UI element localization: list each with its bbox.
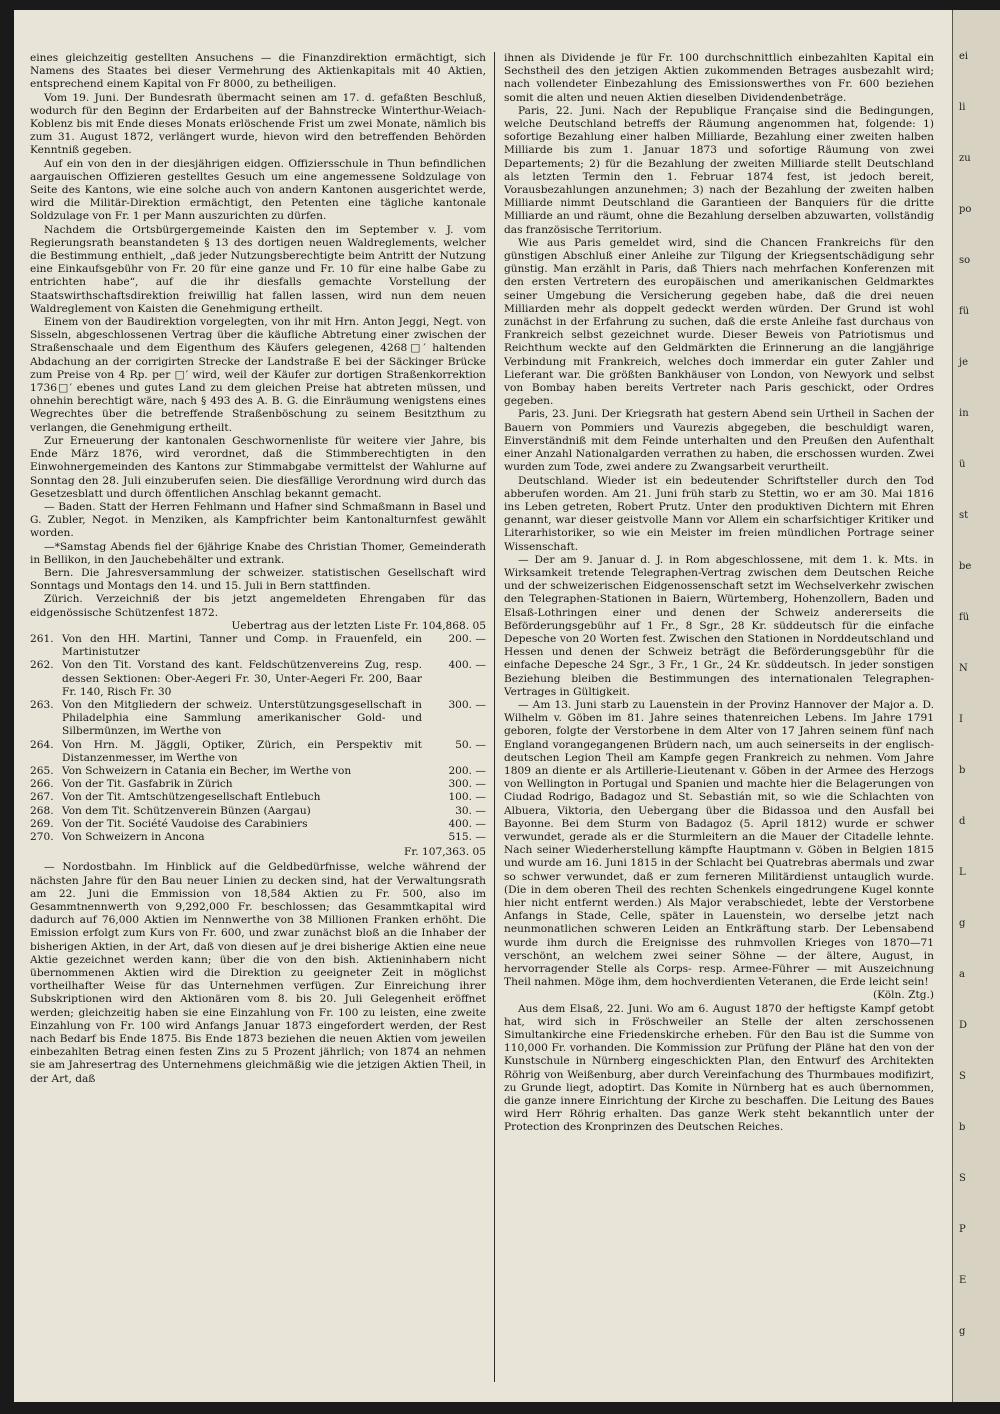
edge-fragment: S xyxy=(959,1071,966,1082)
carry-over-line: Uebertrag aus der letzten Liste Fr. 104,868. 05 xyxy=(231,619,486,632)
donation-number: 268. xyxy=(30,804,54,817)
newspaper-page xyxy=(14,10,952,1402)
donation-text: Von Hrn. M. Jäggli, Optiker, Zürich, ein Perspektiv mit Distanzenmesser, im Werthe von xyxy=(62,738,422,764)
donation-number: 269. xyxy=(30,817,54,830)
edge-fragment: in xyxy=(959,408,969,419)
donation-number: 261. xyxy=(30,632,54,645)
donation-row xyxy=(30,778,486,791)
article-paragraph: Paris, 22. Juni. Nach der Republique Française sind die Bedingungen, welche Deutschland betreffs der Räumung angenommen hat, folgende: 1) sofortige Bezahlung einer halben Milliarde, Bezahlung einer zweiten halben Milliarde bis zum 1. Januar 1873 und sofortige Räumung von zwei Departements; 2) für die Bezahlung der zweiten Milliarde stellt Deutschland als letzten Termin den 1. Februar 1874 fest, ist jedoch bereit, Vorausbezahlungen anzunehmen; 3) nach der Bezahlung der zweiten halben Milliarde nimmt Deutschland die Garantieen der Banquiers für die dritte Milliarde an und räumt, ohne die Bezahlung derselben abzuwarten, vollständig das französische Territorium. xyxy=(504,104,934,236)
edge-fragment: N xyxy=(959,663,968,674)
donation-amount: 30. — xyxy=(455,804,486,817)
left-column xyxy=(30,52,486,1086)
edge-fragment: D xyxy=(959,1020,968,1031)
donation-amount: 515. — xyxy=(448,830,486,843)
donation-amount: 300. — xyxy=(448,778,486,791)
article-paragraph: Bern. Die Jahresversammlung der schweizer. statistischen Gesellschaft wird Sonntags und Montags den 14. und 15. Juli in Bern stattfinden. xyxy=(30,566,486,593)
donation-list xyxy=(30,633,486,844)
article-paragraph: — Der am 9. Januar d. J. in Rom abgeschlossene, mit dem 1. k. Mts. in Wirksamkeit tretende Telegraphen-Vertrag zwischen dem Deutschen Reiche und der schweizerischen Eidgenossenschaft setzt im Wechselverkehr zwischen den Telegraphen-Stationen in Baiern, Würtemberg, Hohenzollern, Baden und Elsaß-Lothringen einer und denen der Schweiz andererseits die Beförderungsgebühr auf 1 Fr., 8 Sgr., 28 Kr. süddeutsch für die einfache Depesche von 20 Worten fest. Zwischen den Stationen in Norddeutschland und Hessen und denen der Schweiz beträgt die Beförderungsgebühr für die einfache Depesche 24 Sgr., 3 Fr., 1 Gr., 24 Kr. süddeutsch. In jeder sonstigen Beziehung bleiben die Bestimmungen des internationalen Telegraphen-Vertrages in Gültigkeit. xyxy=(504,553,934,698)
edge-fragment: b xyxy=(959,1122,966,1133)
donation-text: Von den HH. Martini, Tanner und Comp. in Frauenfeld, ein Martinistutzer xyxy=(62,632,422,659)
edge-fragment: a xyxy=(959,969,965,980)
donation-amount: 100. — xyxy=(448,791,486,804)
donation-number: 265. xyxy=(30,764,54,777)
edge-fragment: be xyxy=(959,561,972,572)
adjacent-page-fragments xyxy=(953,50,1000,1338)
donation-text: Von den Mitgliedern der schweiz. Unterstützungsgesellschaft in Philadelphia eine Sammlung amerikanischer Gold- und Silbermünzen, im Werthe von xyxy=(62,698,422,738)
donation-text: Von Schweizern in Catania ein Becher, im Werthe von xyxy=(62,764,352,777)
donation-row xyxy=(30,805,486,818)
donation-text: Von den Tit. Vorstand des kant. Feldschützenvereins Zug, resp. dessen Sektionen: Ober-Aegeri Fr. 30, Unter-Aegeri Fr. 200, Baar Fr. 140, Risch Fr. 30 xyxy=(62,659,422,698)
edge-fragment: so xyxy=(959,255,971,266)
donation-text: Von der Tit. Gasfabrik in Zürich xyxy=(62,778,233,791)
article-paragraph: Vom 19. Juni. Der Bundesrath übermacht seinen am 17. d. gefaßten Beschluß, wodurch für den Beginn der Erdarbeiten auf der Bahnstrecke Winterthur-Weiach-Koblenz bis mit Ende dieses Monats erlöschende Frist um zwei Monate, nämlich bis zum 31. August 1872, verlängert wurde, hievon wird den betreffenden Behörden Kenntniß gegeben. xyxy=(30,91,486,157)
donation-amount: 50. — xyxy=(455,738,486,751)
donation-text: Von Schweizern in Ancona xyxy=(62,830,205,843)
edge-fragment: E xyxy=(959,1275,967,1286)
article-paragraph: Auf ein von den in der diesjährigen eidgen. Offiziersschule in Thun befindlichen aargauischen Offizieren gestelltes Gesuch um eine angemessene Soldzulage von Seite des Kantons, wie eine solche auch von andern Kantonen ausgerichtet werde, wird die Militär-Direktion ermächtigt, den Petenten eine tägliche kantonale Soldzulage von Fr. 1 per Mann auszurichten zu dürfen. xyxy=(30,157,486,223)
edge-fragment: g xyxy=(959,918,966,929)
donation-text: Von dem Tit. Schützenverein Bünzen (Aargau) xyxy=(62,804,311,817)
article-paragraph: Wie aus Paris gemeldet wird, sind die Chancen Frankreichs für den günstigen Abschluß einer Anleihe zur Tilgung der Kriegsentschädigung sehr günstig. Man erzählt in Paris, daß Thiers nach mehrfachen Konferenzen mit den ersten Vertretern des europäischen und amerikanischen Geldmarktes seiner Umgebung die Versicherung gegeben habe, daß die drei neuen Milliarden mehr als doppelt gedeckt werden würden. Der Grund ist wohl zunächst in der Erfahrung zu suchen, daß die erste Anleihe fast durchaus von Frankreich selbst gezeichnet wurde. Dieser Beweis von Patriotismus und Reichthum weckte auf den Geldmärkten die Erinnerung an die langjährige Verbindung mit Frankreich, welches doch immerdar ein guter Zahler und Lieferant war. Die größten Bankhäuser von London, von Newyork und selbst von Bombay haben bereits Vertreter nach Paris geschickt, oder Ordres gegeben. xyxy=(504,236,934,408)
edge-fragment: I xyxy=(959,714,963,725)
donation-amount: 400. — xyxy=(448,659,486,672)
article-paragraph: ihnen als Dividende je für Fr. 100 durchschnittlich einbezahlten Kapital ein Sechstheil des den jetzigen Aktien zukommenden Betrages ausbezahlt wird; nach vollendeter Einbezahlung des Emissionswerthes von Fr. 600 beziehen somit die alten und neuen Aktien dieselben Dividendenbeträge. xyxy=(504,52,934,104)
donation-amount: 400. — xyxy=(448,817,486,830)
article-paragraph: Paris, 23. Juni. Der Kriegsrath hat gestern Abend sein Urtheil in Sachen der Bauern von Pommiers und Vaurezis abgegeben, die beschuldigt waren, Einverständniß mit dem Feinde unterhalten und den Preußen den Aufenthalt einer Anzahl Nationalgarden verrathen zu haben, die erschossen wurden. Zwei wurden zum Tode, zwei andere zu Zwangsarbeit verurtheilt. xyxy=(504,408,934,474)
article-paragraph: — Nordostbahn. Im Hinblick auf die Geldbedürfnisse, welche während der nächsten Jahre für den Bau neuer Linien zu decken sind, hat der Verwaltungsrath am 22. Juni die Emmission von 18,584 Aktien zu Fr. 500, also im Gesammtnennwerth von 9,292,000 Fr. beschlossen; das Gesammtkapital wird dadurch auf 76,000 Aktien im Nennwerthe von 38 Millionen Franken erhöht. Die Emission erfolgt zum Kurs von Fr. 600, und zwar zunächst bloß an die Inhaber der bisherigen Aktien, in der Art, daß von diesen auf je drei bisherige Aktien eine neue Aktie gezeichnet werden kann; über die von den bish. Aktieninhabern nicht übernommenen Aktien wird die Direktion zu geeigneter Zeit in möglichst vortheilhafter Weise für das Unternehmen verfügen. Zur Einreichung ihrer Subskriptionen wird den Aktionären vom 8. bis 20. Juli Gelegenheit eröffnet werden; gleichzeitig haben sie eine Einzahlung von Fr. 100 zu leisten, eine zweite Einzahlung von Fr. 100 wird Anfangs Januar 1873 eingefordert werden, der Rest nach Bedarf bis Ende 1875. Bis Ende 1873 beziehen die neuen Aktien vom jeweilen einbezahlten Betrag einen festen Zins zu 5 Prozent jährlich; von 1874 an nehmen sie am Jahresertrag des Unternehmens gleichmäßig wie die jetzigen Aktien Theil, in der Art, daß xyxy=(30,861,486,1085)
edge-fragment: b xyxy=(959,765,966,776)
article-paragraph: Einem von der Baudirektion vorgelegten, von ihr mit Hrn. Anton Jeggi, Negt. von Sisseln, abgeschlossenen Vertrag über die käufliche Abtretung einer zwischen der Straßenschaale und dem Eigenthum des Käufers gelegenen, 4268□′ haltenden Abdachung an der corrigirten Strecke der Landstraße E bei der Säckinger Brücke zum Preise von 4 Rp. per □′ wird, weil der Käufer zur dortigen Straßenkorrektion 1736□′ ebenes und gutes Land zu dem gleichen Preise hat abtreten müssen, und ohnehin berechtigt wäre, nach § 493 des A. B. G. die Einräumung wenigstens eines Wegrechtes über die betreffende Straßenböschung zu seinem Besitzthum zu verlangen, die Genehmigung ertheilt. xyxy=(30,316,486,434)
edge-fragment: fü xyxy=(959,612,970,623)
article-paragraph: —*Samstag Abends fiel der 6jährige Knabe des Christian Thomer, Gemeinderath in Bellikon, in den Jauchebehälter und extrank. xyxy=(30,540,486,566)
edge-fragment: S xyxy=(959,1173,966,1184)
donation-row xyxy=(30,699,486,739)
edge-fragment: po xyxy=(959,204,972,215)
article-paragraph: Nachdem die Ortsbürgergemeinde Kaisten den im September v. J. vom Regierungsrath beanstandeten § 13 des dortigen neuen Waldreglements, welcher die Bestimmung enthielt, „daß jeder Nutzungsberechtigte beim Antritt der Nutzung eine Einkaufsgebühr von Fr. 20 für eine ganze und Fr. 10 für eine halbe Gabe zu entrichten habe“, auf die ihr diesfalls gemachte Vorstellung der Staatswirthschaftsdirektion freiwillig hat fallen lassen, wird nun dem neuen Waldreglement von Kaisten die Genehmigung ertheilt. xyxy=(30,223,486,315)
donation-amount: 200. — xyxy=(448,632,486,645)
adjacent-page-edge xyxy=(952,10,1000,1402)
donation-number: 264. xyxy=(30,738,54,751)
edge-fragment: d xyxy=(959,816,966,827)
edge-fragment: st xyxy=(959,510,969,521)
edge-fragment: g xyxy=(959,1326,966,1337)
donation-row xyxy=(30,633,486,659)
donation-row xyxy=(30,831,486,844)
right-column xyxy=(504,52,934,1135)
article-paragraph: Aus dem Elsaß, 22. Juni. Wo am 6. August 1870 der heftigste Kampf getobt hat, wird sich in Fröschweiler an Stelle der alten zerschossenen Simultankirche eine Friedenskirche erheben. Für den Bau ist die Summe von 110,000 Fr. vorhanden. Die Kommission zur Prüfung der Pläne hat den von der Kunstschule in Nürnberg eingeschickten Plan, den Entwurf des Architekten Röhrig von Weißenburg, aber durch Vereinfachung des Thurmbaues modifizirt, zu Grunde liegt, adoptirt. Das Komite in Nürnberg hat es auch übernommen, die ganze innere Einrichtung der Kirche zu beschaffen. Die Leitung des Baues wird Herr Röhrig erhalten. Das ganze Werk steht bekanntlich unter der Protection des Kronprinzen des Deutschen Reiches. xyxy=(504,1002,934,1134)
donation-number: 262. xyxy=(30,659,54,672)
article-paragraph: — Baden. Statt der Herren Fehlmann und Hafner sind Schmaßmann in Basel und G. Zubler, Negot. in Menziken, als Kampfrichter beim Kantonalturnfest gewählt worden. xyxy=(30,500,486,540)
donation-amount: 300. — xyxy=(448,698,486,711)
donation-row xyxy=(30,739,486,765)
edge-fragment: zu xyxy=(959,153,971,164)
edge-fragment: L xyxy=(959,867,966,878)
donation-number: 266. xyxy=(30,778,54,791)
donation-text: Von der Tit. Amtschützengesellschaft Entlebuch xyxy=(62,791,321,804)
article-paragraph: eines gleichzeitig gestellten Ansuchens — die Finanzdirektion ermächtigt, sich Namens des Staates bei dieser Vermehrung des Aktienkapitals mit 40 Aktien, entsprechend einem Kapital von Fr 8000, zu betheiligen. xyxy=(30,52,486,91)
edge-fragment: je xyxy=(959,357,969,368)
edge-fragment: li xyxy=(959,102,966,113)
article-paragraph: Deutschland. Wieder ist ein bedeutender Schriftsteller durch den Tod abberufen worden. Am 21. Juni früh starb zu Stettin, wo er am 30. Mai 1816 ins Leben getreten, Robert Prutz. Unter den produktiven Dichtern mit Ehren genannt, war dieser geistvolle Mann vor Allem ein scharfsichtiger Kritiker und Literarhistoriker, so wie ein Meister im freien mündlichen Portrage seiner Wissenschaft. xyxy=(504,474,934,553)
article-paragraph: — Am 13. Juni starb zu Lauenstein in der Provinz Hannover der Major a. D. Wilhelm v. Göben im 81. Jahre seines thatenreichen Lebens. Im Jahre 1791 geboren, folgte der Verstorbene in dem Alter von 17 Jahren seinem fünf nach England vorangegangenen Brüdern nach, um auch seinerseits in der englisch-deutschen Legion Theil am Kampfe gegen Frankreich zu nehmen. Vom Jahre 1809 an diente er als Artillerie-Lieutenant v. Göben in der Armee des Herzogs von Wellington in Portugal und Spanien und machte hier die Belagerungen von Ciudad Rodrigo, Badagoz und St. Sebastián mit, so wie die Schlachten von Albuera, Viktoria, den Uebergang über die Bidassoa und den Ausfall bei Bayonne. Bei dem Sturm von Badagoz (5. April 1812) wurde er schwer verwundet, gerade als er die Sturmleitern an die Mauer der Citadelle lehnte. Nach seiner Wiederherstellung kämpfte Hauptmann v. Göben in Belgien 1815 und wurde am 16. Juni 1815 in der Schlacht bei Quatrebras abermals und zwar so schwer verwundet, daß er zum ferneren Militärdienst untauglich wurde. (Die in dem oberen Theil des rechten Schenkels eingedrungene Kugel konnte hier nicht entfernt werden.) Als Major verabschiedet, lebte der Verstorbene Anfangs in Stade, Celle, später in Lauenstein, wo derselbe jetzt nach neunmonatlichen schweren Leiden an Entkräftung starb. Der Lebensabend wurde ihm durch die Ereignisse des ruhmvollen Krieges von 1870—71 verschönt, an welchem zwei seiner Söhne — der ältere, August, in hervorragender Stelle als Corps- resp. Armee-Führer — mit Auszeichnung Theil nahmen. Möge ihm, dem hochverdienten Veteranen, die Erde leicht sein! xyxy=(504,698,934,989)
column-divider xyxy=(494,52,495,1382)
donation-row xyxy=(30,791,486,804)
edge-fragment: ü xyxy=(959,459,966,470)
edge-fragment: P xyxy=(959,1224,966,1235)
article-paragraph: Zürich. Verzeichniß der bis jetzt angemeldeten Ehrengaben für das eidgenössische Schützenfest 1872. xyxy=(30,593,486,619)
donation-row xyxy=(30,818,486,831)
donation-amount: 200. — xyxy=(448,764,486,777)
donation-number: 270. xyxy=(30,830,54,843)
donation-number: 267. xyxy=(30,791,54,804)
donation-total: Fr. 107,363. 05 xyxy=(403,846,486,859)
source-citation: (Köln. Ztg.) xyxy=(873,989,934,1002)
donation-row xyxy=(30,659,486,699)
edge-fragment: ei xyxy=(959,51,969,62)
donation-number: 263. xyxy=(30,698,54,711)
edge-fragment: fü xyxy=(959,306,970,317)
article-paragraph: Zur Erneuerung der kantonalen Geschwornenliste für weitere vier Jahre, bis Ende März 1876, wird verordnet, daß die Stimmberechtigten in den Einwohnergemeinden des Kantons zur Stimmabgabe vermittelst der Wahlurne auf Sonntag den 28. Juli einzuberufen seien. Die diesfällige Verordnung wird durch das Gesetzesblatt und durch öffentlichen Anschlag bekannt gemacht. xyxy=(30,434,486,500)
donation-row xyxy=(30,765,486,778)
donation-text: Von der Tit. Société Vaudoise des Carabiniers xyxy=(62,817,308,830)
